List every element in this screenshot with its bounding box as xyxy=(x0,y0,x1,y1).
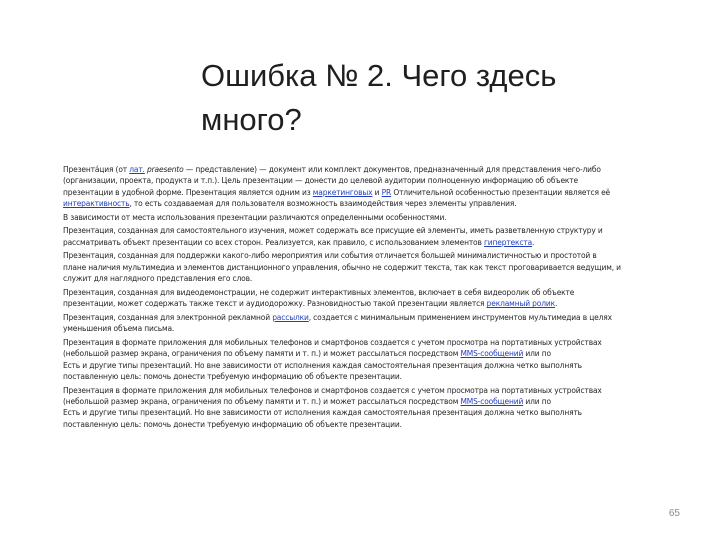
text-line xyxy=(63,385,683,396)
text-line xyxy=(63,164,683,175)
text-line xyxy=(63,273,683,284)
italic-term: praesento xyxy=(147,165,184,174)
text-line xyxy=(63,348,683,359)
text-line xyxy=(63,396,683,407)
hyperlink[interactable]: MMS-сообщений xyxy=(460,349,524,359)
text-run: уменьшения объема письма. xyxy=(63,324,175,334)
paragraph xyxy=(63,312,683,335)
text-line xyxy=(63,298,683,309)
text-line xyxy=(63,262,683,273)
page-number: 65 xyxy=(668,508,680,519)
text-run: , то есть создаваемая для пользователя возможность взаимодействия через элементы управления. xyxy=(129,199,517,209)
hyperlink[interactable]: маркетинговых xyxy=(312,187,373,197)
text-run: Презентация, созданная для электронной рекламной xyxy=(63,312,273,322)
text-line xyxy=(63,419,683,430)
paragraph xyxy=(63,225,683,248)
text-line xyxy=(63,237,683,248)
text-run: рассматривать объект презентации со всех сторон. Реализуется, как правило, с использованием элементов xyxy=(63,237,484,247)
paragraph xyxy=(63,250,683,284)
paragraph xyxy=(63,164,683,210)
text-line xyxy=(63,198,683,209)
text-line xyxy=(63,407,683,418)
text-run: Презента́ция (от xyxy=(63,165,130,174)
text-run: служит для наглядного представления его слов. xyxy=(63,274,253,284)
paragraph xyxy=(63,212,683,223)
text-run: Презентация, созданная для поддержки какого-либо мероприятия или события отличается большей минималистичностью и простотой в xyxy=(63,251,597,261)
text-run: , создается с минимальным применением инструментов мультимедиа в целях xyxy=(308,312,612,322)
text-run: презентации, может содержать также текст и аудиодорожку. Разновидностью такой презентации является xyxy=(63,299,487,309)
text-run: . xyxy=(532,237,535,247)
text-run: Есть и другие типы презентаций. Но вне зависимости от исполнения каждая самостоятельная презентация должна четко выполнять xyxy=(63,360,582,370)
text-run: поставленную цель: помочь донести требуемую информацию об объекте презентации. xyxy=(63,372,402,382)
hyperlink[interactable]: PR xyxy=(381,187,392,197)
text-run: и xyxy=(372,187,382,197)
text-line xyxy=(63,250,683,261)
text-line xyxy=(63,371,683,382)
text-run: (небольшой размер экрана, ограничения по объему памяти и т. п.) и может рассылаться посредством xyxy=(63,349,461,359)
text-run: (организации, проекта, продукта и т.п.). Цель презентации — донести до целевой аудитории полноценную информацию об объекте xyxy=(63,176,578,186)
slide-body-text xyxy=(63,164,683,432)
text-run: презентации в удобной форме. Презентация является одним из xyxy=(63,187,313,197)
paragraph xyxy=(63,287,683,310)
text-run: или по xyxy=(523,349,551,359)
text-run: . xyxy=(554,299,558,309)
text-line xyxy=(63,287,683,298)
text-line xyxy=(63,323,683,334)
hyperlink[interactable]: рассылки xyxy=(272,312,309,322)
text-run: или по xyxy=(523,397,551,407)
text-run: Отличительной особенностью презентации является её xyxy=(391,187,611,197)
text-run: Презентация, созданная для самостоятельного изучения, может содержать все присущие ей элементы, иметь разветвленную структуру и xyxy=(63,226,603,236)
hyperlink[interactable]: интерактивность xyxy=(63,199,130,209)
hyperlink[interactable]: гипертекста xyxy=(484,237,533,247)
slide-title xyxy=(201,54,671,142)
slide-title-line-1: Ошибка № 2. Чего здесь xyxy=(201,58,557,93)
text-line xyxy=(63,360,683,371)
hyperlink[interactable]: лат. xyxy=(129,165,145,174)
paragraph xyxy=(63,385,683,431)
text-run: Презентация, созданная для видеодемонстрации, не содержит интерактивных элементов, включает в себя видеоролик об объекте xyxy=(63,287,575,297)
text-line xyxy=(63,225,683,236)
text-run: — представление) — документ или комплект документов, предназначенный для представления чего-либо xyxy=(183,165,601,174)
text-line xyxy=(63,175,683,186)
text-run: Презентация в формате приложения для мобильных телефонов и смартфонов создается с учетом просмотра на портативных устройствах xyxy=(63,337,602,347)
text-run: (небольшой размер экрана, ограничения по объему памяти и т. п.) и может рассылаться посредством xyxy=(63,397,461,407)
text-line xyxy=(63,337,683,348)
paragraph xyxy=(63,337,683,383)
text-line xyxy=(63,187,683,198)
hyperlink[interactable]: рекламный ролик xyxy=(486,299,555,309)
text-line xyxy=(63,212,683,223)
hyperlink[interactable]: MMS-сообщений xyxy=(460,397,524,407)
text-run: поставленную цель: помочь донести требуемую информацию об объекте презентации. xyxy=(63,419,402,429)
text-run: плане наличия мультимедиа и элементов дистанционного управления, обычно не содержит текста, так как текст проговаривается ведущим, и xyxy=(63,262,621,272)
slide-title-line-2: много? xyxy=(201,102,302,137)
text-run: Есть и другие типы презентаций. Но вне зависимости от исполнения каждая самостоятельная презентация должна четко выполнять xyxy=(63,408,582,418)
text-line xyxy=(63,312,683,323)
text-run: Презентация в формате приложения для мобильных телефонов и смартфонов создается с учетом просмотра на портативных устройствах xyxy=(63,385,602,395)
text-run: В зависимости от места использования презентации различаются определенными особенностями. xyxy=(63,212,447,222)
